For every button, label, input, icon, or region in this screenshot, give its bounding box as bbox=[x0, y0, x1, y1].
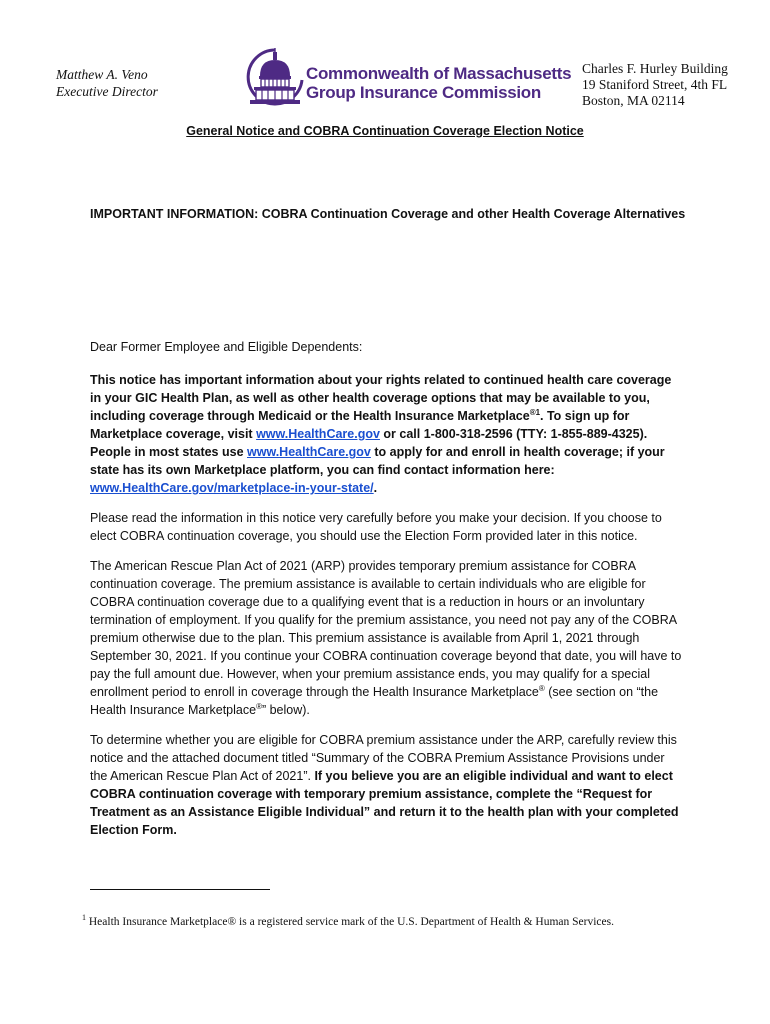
p4-text-1: To determine whether you are eligible for COBRA premium assistance under the ARP, carefully review this notice and the attached document titled “Summary of the COBRA Premium Assistance Provisions under the American Rescue Plan Act of 2021”. bbox=[90, 733, 677, 783]
p1-text-5: . bbox=[373, 481, 378, 495]
director-title: Executive Director bbox=[56, 84, 158, 99]
p3-text-2: (see section on “the Health Insurance Marketplace bbox=[90, 685, 659, 717]
registered-mark-1: ® bbox=[538, 683, 545, 693]
address-line1: Charles F. Hurley Building bbox=[582, 61, 728, 76]
notice-title: General Notice and COBRA Continuation Coverage Election Notice bbox=[186, 124, 584, 138]
p1-text-1: This notice has important information about your rights related to continued health care coverage in your GIC Health Plan, as well as other health coverage options that may be available to you, including coverage through Medicaid or the Health Insurance Marketplace bbox=[90, 373, 672, 423]
p3-text-3: ” below). bbox=[261, 703, 310, 717]
footnote bbox=[82, 913, 614, 928]
p4-bold-text: If you believe you are an eligible individual and want to elect COBRA continuation coverage with temporary premium assistance, complete the “Request for Treatment as an Assistance Eligible Individual” and return it to the health plan with your completed Election Form. bbox=[90, 769, 679, 837]
address-block bbox=[582, 61, 728, 109]
state-house-dome-icon bbox=[246, 46, 304, 108]
salutation: Dear Former Employee and Eligible Dependents: bbox=[90, 340, 363, 354]
registered-mark-2: ® bbox=[256, 701, 262, 711]
healthcare-gov-link-2[interactable]: www.HealthCare.gov bbox=[247, 445, 371, 459]
logo-line1: Commonwealth of Massachusetts bbox=[306, 64, 572, 83]
healthcare-gov-link-1[interactable]: www.HealthCare.gov bbox=[256, 427, 380, 441]
footnote-ref-1: ®1 bbox=[529, 407, 541, 417]
paragraph-arp bbox=[90, 557, 682, 719]
logo-line2: Group Insurance Commission bbox=[306, 83, 541, 102]
address-line3: Boston, MA 02114 bbox=[582, 93, 685, 108]
footnote-marker: 1 bbox=[82, 913, 86, 923]
director-name: Matthew A. Veno bbox=[56, 67, 148, 82]
p3-text-1: The American Rescue Plan Act of 2021 (ARP) provides temporary premium assistance for COBRA continuation coverage. The premium assistance is available to certain individuals who are eligible for COBRA continuation coverage due to a qualifying event that is a reduction in hours or an involuntary termination of employment. If you qualify for the premium assistance, you need not pay any of the COBRA premium otherwise due to the plan. This premium assistance is available from April 1, 2021 through September 30, 2021. If you continue your COBRA continuation coverage beyond that date, you will have to pay the full amount due. However, when your premium assistance ends, you may qualify for a special enrollment period to enroll in coverage through the Health Insurance Marketplace bbox=[90, 559, 682, 699]
p1-text-3: or call 1-800-318-2596 (TTY: 1-855-889-4325). People in most states use bbox=[90, 427, 648, 459]
address-line2: 19 Staniford Street, 4th FL bbox=[582, 77, 728, 92]
p1-text-2: . To sign up for Marketplace coverage, visit bbox=[90, 409, 630, 441]
footnote-text: Health Insurance Marketplace® is a registered service mark of the U.S. Department of Health & Human Services. bbox=[86, 916, 614, 928]
director-block bbox=[56, 66, 158, 100]
gic-logo bbox=[246, 46, 572, 108]
marketplace-in-your-state-link[interactable]: www.HealthCare.gov/marketplace-in-your-state/ bbox=[90, 481, 374, 495]
paragraph-marketplace bbox=[90, 371, 682, 497]
logo-wordmark bbox=[306, 64, 571, 102]
footnote-divider bbox=[90, 889, 270, 890]
important-heading: IMPORTANT INFORMATION: COBRA Continuation Coverage and other Health Coverage Alternatives bbox=[90, 207, 686, 221]
p1-text-4: to apply for and enroll in health coverage; if your state has its own Marketplace platform, you can find contact information here: bbox=[90, 445, 665, 477]
paragraph-eligibility bbox=[90, 731, 682, 839]
paragraph-read-carefully: Please read the information in this notice very carefully before you make your decision. If you choose to elect COBRA continuation coverage, you should use the Election Form provided later in this notice. bbox=[90, 511, 662, 543]
